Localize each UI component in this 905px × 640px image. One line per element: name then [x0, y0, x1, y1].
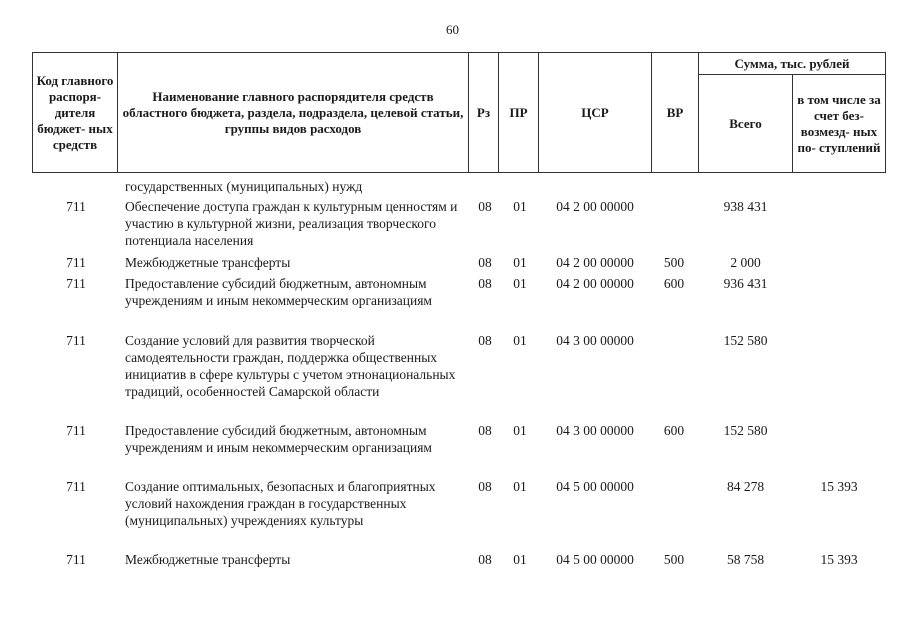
row-name: Межбюджетные трансферты	[125, 552, 291, 567]
row-name: Создание оптимальных, безопасных и благоприятных условий нахождения граждан в государственных (муниципальных) учреждениях культуры	[125, 479, 436, 528]
row-total: 84 278	[726, 479, 765, 494]
row-csr: 04 3 00 00000	[556, 423, 634, 438]
row-csr: 04 2 00 00000	[556, 276, 634, 291]
row-free: 15 393	[820, 552, 858, 567]
row-name: Предоставление субсидий бюджетным, автономным учреждениям и иным некоммерческим организациям	[125, 276, 432, 308]
row-pr: 01	[513, 255, 527, 270]
header-total: Всего	[729, 115, 762, 131]
header-code: Код главного распоря- дителя бюджет- ных средств	[36, 72, 114, 152]
row-free: 15 393	[820, 479, 858, 494]
row-name: Предоставление субсидий бюджетным, автономным учреждениям и иным некоммерческим организациям	[125, 423, 432, 455]
row-code: 711	[66, 479, 86, 494]
row-code: 711	[66, 423, 86, 438]
row-total: 58 758	[726, 552, 765, 567]
row-code: 711	[66, 333, 86, 348]
row-total: 152 580	[723, 333, 768, 348]
row-vr: 500	[663, 552, 685, 567]
row-pr: 01	[513, 276, 527, 291]
row-rz: 08	[478, 333, 492, 348]
row-name: Создание условий для развития творческой самодеятельности граждан, поддержка общественных инициатив в сфере культуры с учетом этнонациональных традиций, особенностей Самарской области	[125, 333, 456, 399]
row-csr: 04 5 00 00000	[556, 552, 634, 567]
row-name: Межбюджетные трансферты	[125, 255, 291, 270]
row-pr: 01	[513, 552, 527, 567]
row-vr: 600	[663, 423, 685, 438]
row-name: Обеспечение доступа граждан к культурным ценностям и участию в культурной жизни, реализация творческого потенциала населения	[125, 199, 458, 248]
row-vr: 600	[663, 276, 685, 291]
header-name: Наименование главного распорядителя средств областного бюджета, раздела, подраздела, целевой статьи, группы видов расходов	[122, 88, 464, 136]
row-rz: 08	[478, 199, 492, 214]
row-csr: 04 2 00 00000	[556, 199, 634, 214]
header-rz: Рз	[476, 104, 491, 120]
row-rz: 08	[478, 552, 492, 567]
header-free: в том числе за счет без- возмезд- ных по- ступлений	[797, 91, 881, 155]
row-pr: 01	[513, 199, 527, 214]
row-csr: 04 5 00 00000	[556, 479, 634, 494]
row-code: 711	[66, 199, 86, 214]
row-rz: 08	[478, 255, 492, 270]
row-code: 711	[66, 552, 86, 567]
page-number: 60	[446, 22, 459, 37]
header-pr: ПР	[509, 104, 528, 120]
carry-over-text: государственных (муниципальных) нужд	[125, 179, 363, 194]
row-total: 152 580	[723, 423, 768, 438]
row-vr: 500	[663, 255, 685, 270]
row-rz: 08	[478, 479, 492, 494]
row-total: 2 000	[730, 255, 761, 270]
row-rz: 08	[478, 423, 492, 438]
row-rz: 08	[478, 276, 492, 291]
header-sum: Сумма, тыс. рублей	[734, 55, 850, 71]
row-total: 938 431	[723, 199, 768, 214]
row-csr: 04 2 00 00000	[556, 255, 634, 270]
row-pr: 01	[513, 423, 527, 438]
row-pr: 01	[513, 333, 527, 348]
header-csr: ЦСР	[581, 104, 609, 120]
row-code: 711	[66, 255, 86, 270]
row-pr: 01	[513, 479, 527, 494]
row-total: 936 431	[723, 276, 768, 291]
row-csr: 04 3 00 00000	[556, 333, 634, 348]
row-code: 711	[66, 276, 86, 291]
header-vr: ВР	[666, 104, 684, 120]
